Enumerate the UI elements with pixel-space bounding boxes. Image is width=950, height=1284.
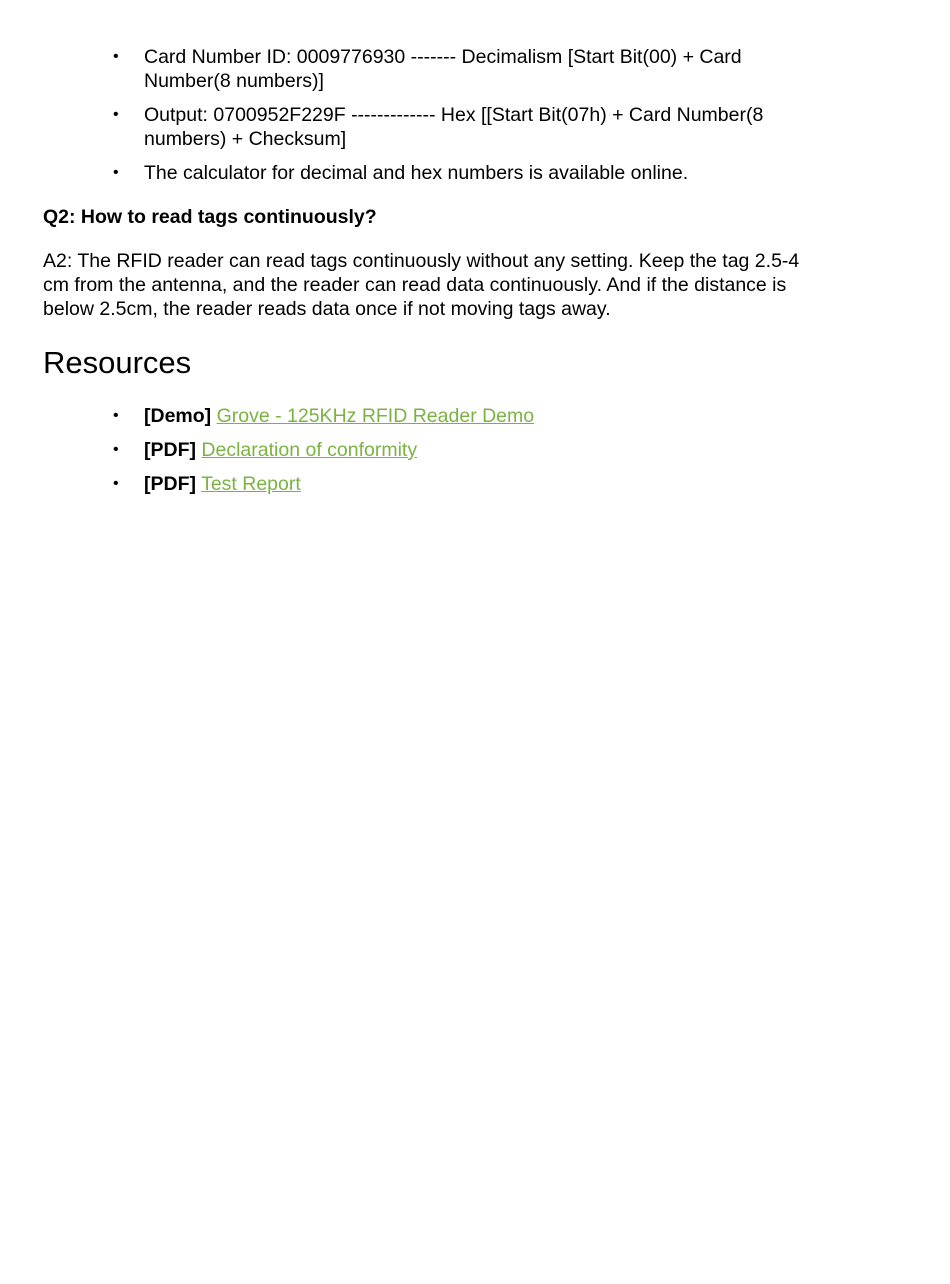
resource-item-demo <box>0 404 860 428</box>
list-item <box>0 45 860 93</box>
list-item-text: Output: 0700952F229F ------------- Hex [[Start Bit(07h) + Card Number(8 <box>144 104 764 126</box>
bullet-icon: • <box>113 475 119 492</box>
grove-rfid-demo-link[interactable]: Grove - 125KHz RFID Reader Demo <box>216 405 535 427</box>
list-item <box>0 161 860 185</box>
list-item-text: Number(8 numbers)] <box>144 70 324 92</box>
faq-answer <box>43 249 863 321</box>
list-item <box>0 103 860 151</box>
resources-heading: Resources <box>43 345 192 380</box>
resource-type-label: [PDF] <box>144 473 196 495</box>
resources-list <box>0 404 860 506</box>
list-item-text: Card Number ID: 0009776930 ------- Decimalism [Start Bit(00) + Card <box>144 46 742 68</box>
bullet-icon: • <box>113 48 119 65</box>
faq-answer-line: A2: The RFID reader can read tags continuously without any setting. Keep the tag 2.5-4 <box>43 250 800 272</box>
declaration-of-conformity-link[interactable]: Declaration of conformity <box>201 439 418 461</box>
faq-question: Q2: How to read tags continuously? <box>43 206 377 228</box>
bullet-icon: • <box>113 164 119 181</box>
bullet-icon: • <box>113 106 119 123</box>
resource-type-label: [Demo] <box>144 405 212 427</box>
list-item-text: The calculator for decimal and hex numbers is available online. <box>144 162 689 184</box>
resource-item-declaration <box>0 438 860 462</box>
bullet-icon: • <box>113 407 119 424</box>
resource-type-label: [PDF] <box>144 439 196 461</box>
resource-item-test-report <box>0 472 860 496</box>
test-report-link[interactable]: Test Report <box>201 473 301 495</box>
card-format-list <box>0 45 860 195</box>
bullet-icon: • <box>113 441 119 458</box>
faq-answer-line: cm from the antenna, and the reader can read data continuously. And if the distance is <box>43 274 787 296</box>
faq-answer-line: below 2.5cm, the reader reads data once if not moving tags away. <box>43 298 611 320</box>
list-item-text: numbers) + Checksum] <box>144 128 347 150</box>
